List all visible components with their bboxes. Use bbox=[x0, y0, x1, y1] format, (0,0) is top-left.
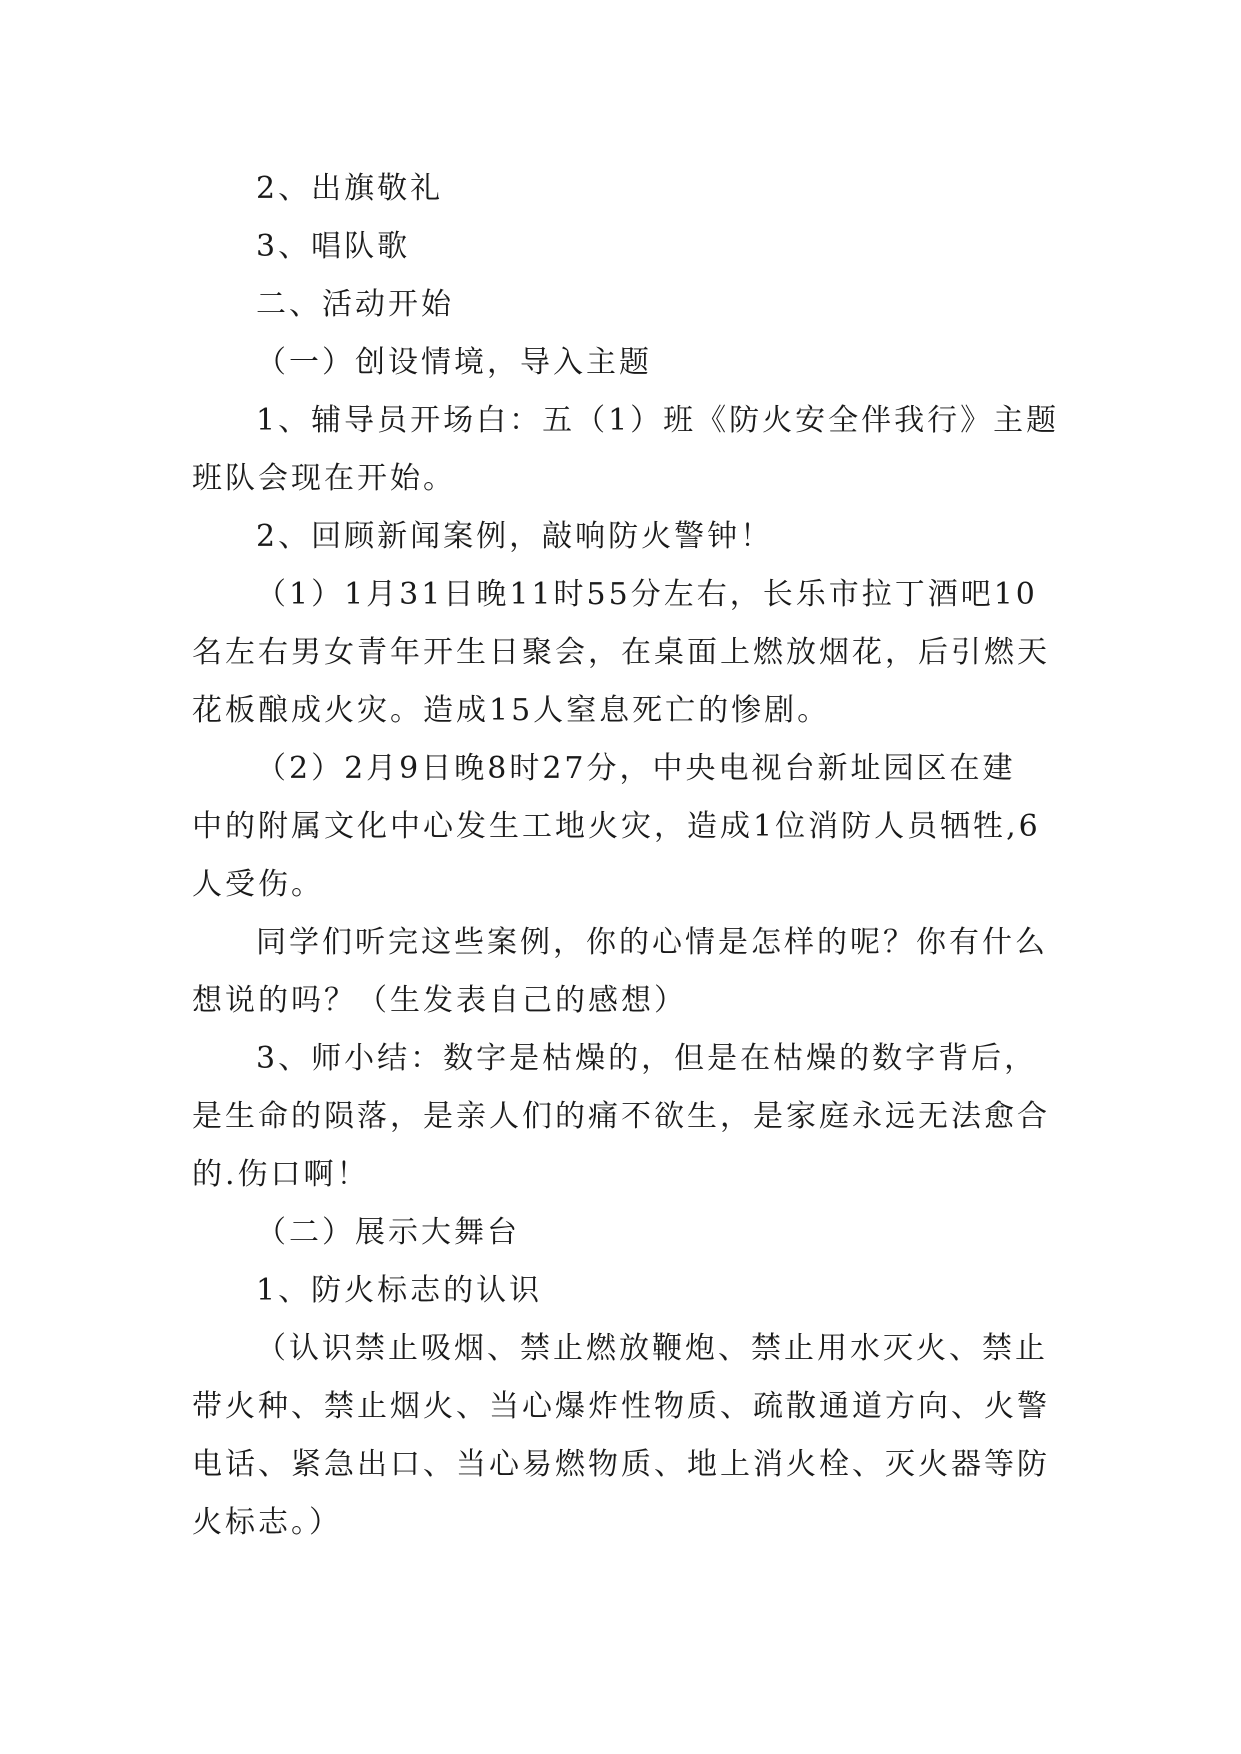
case-two-line-2: 中的附属文化中心发生工地火灾，造成1位消防人员牺牲,6 bbox=[192, 809, 1041, 844]
section-heading-activity-start: 二、活动开始 bbox=[256, 287, 454, 322]
case-one-line-3: 花板酿成火灾。造成15人窒息死亡的惨剧。 bbox=[192, 693, 831, 728]
case-two-line-3: 人受伤。 bbox=[192, 867, 324, 902]
summary-line-3: 的.伤口啊！ bbox=[192, 1157, 370, 1192]
signs-description-line-2: 带火种、禁止烟火、当心爆炸性物质、疏散通道方向、火警 bbox=[192, 1389, 1050, 1424]
summary-line-2: 是生命的陨落，是亲人们的痛不欲生，是家庭永远无法愈合 bbox=[192, 1099, 1050, 1134]
subsection-heading-scenario: （一）创设情境，导入主题 bbox=[256, 345, 652, 380]
question-line-2: 想说的吗？（生发表自己的感想） bbox=[192, 983, 687, 1018]
list-item-raise-flag: 2、出旗敬礼 bbox=[256, 171, 444, 206]
paragraph-opening-line-1: 1、辅导员开场白：五（1）班《防火安全伴我行》主题 bbox=[256, 403, 1060, 438]
case-one-line-2: 名左右男女青年开生日聚会，在桌面上燃放烟花，后引燃天 bbox=[192, 635, 1050, 670]
document-body bbox=[192, 160, 1062, 1552]
subsection-heading-stage: （二）展示大舞台 bbox=[256, 1215, 520, 1250]
list-item-fire-signs: 1、防火标志的认识 bbox=[256, 1273, 543, 1308]
summary-line-1: 3、师小结：数字是枯燥的，但是在枯燥的数字背后， bbox=[256, 1041, 1038, 1076]
list-item-sing-anthem: 3、唱队歌 bbox=[256, 229, 411, 264]
list-item-review-news: 2、回顾新闻案例，敲响防火警钟！ bbox=[256, 519, 774, 554]
paragraph-opening-line-2: 班队会现在开始。 bbox=[192, 461, 456, 496]
signs-description-line-1: （认识禁止吸烟、禁止燃放鞭炮、禁止用水灭火、禁止 bbox=[256, 1331, 1048, 1366]
case-one-line-1: （1）1月31日晚11时55分左右，长乐市拉丁酒吧10 bbox=[256, 577, 1038, 612]
question-line-1: 同学们听完这些案例，你的心情是怎样的呢？你有什么 bbox=[256, 925, 1048, 960]
signs-description-line-3: 电话、紧急出口、当心易燃物质、地上消火栓、灭火器等防 bbox=[192, 1447, 1050, 1482]
signs-description-line-4: 火标志。） bbox=[192, 1505, 342, 1540]
case-two-line-1: （2）2月9日晚8时27分，中央电视台新址园区在建 bbox=[256, 751, 1016, 786]
